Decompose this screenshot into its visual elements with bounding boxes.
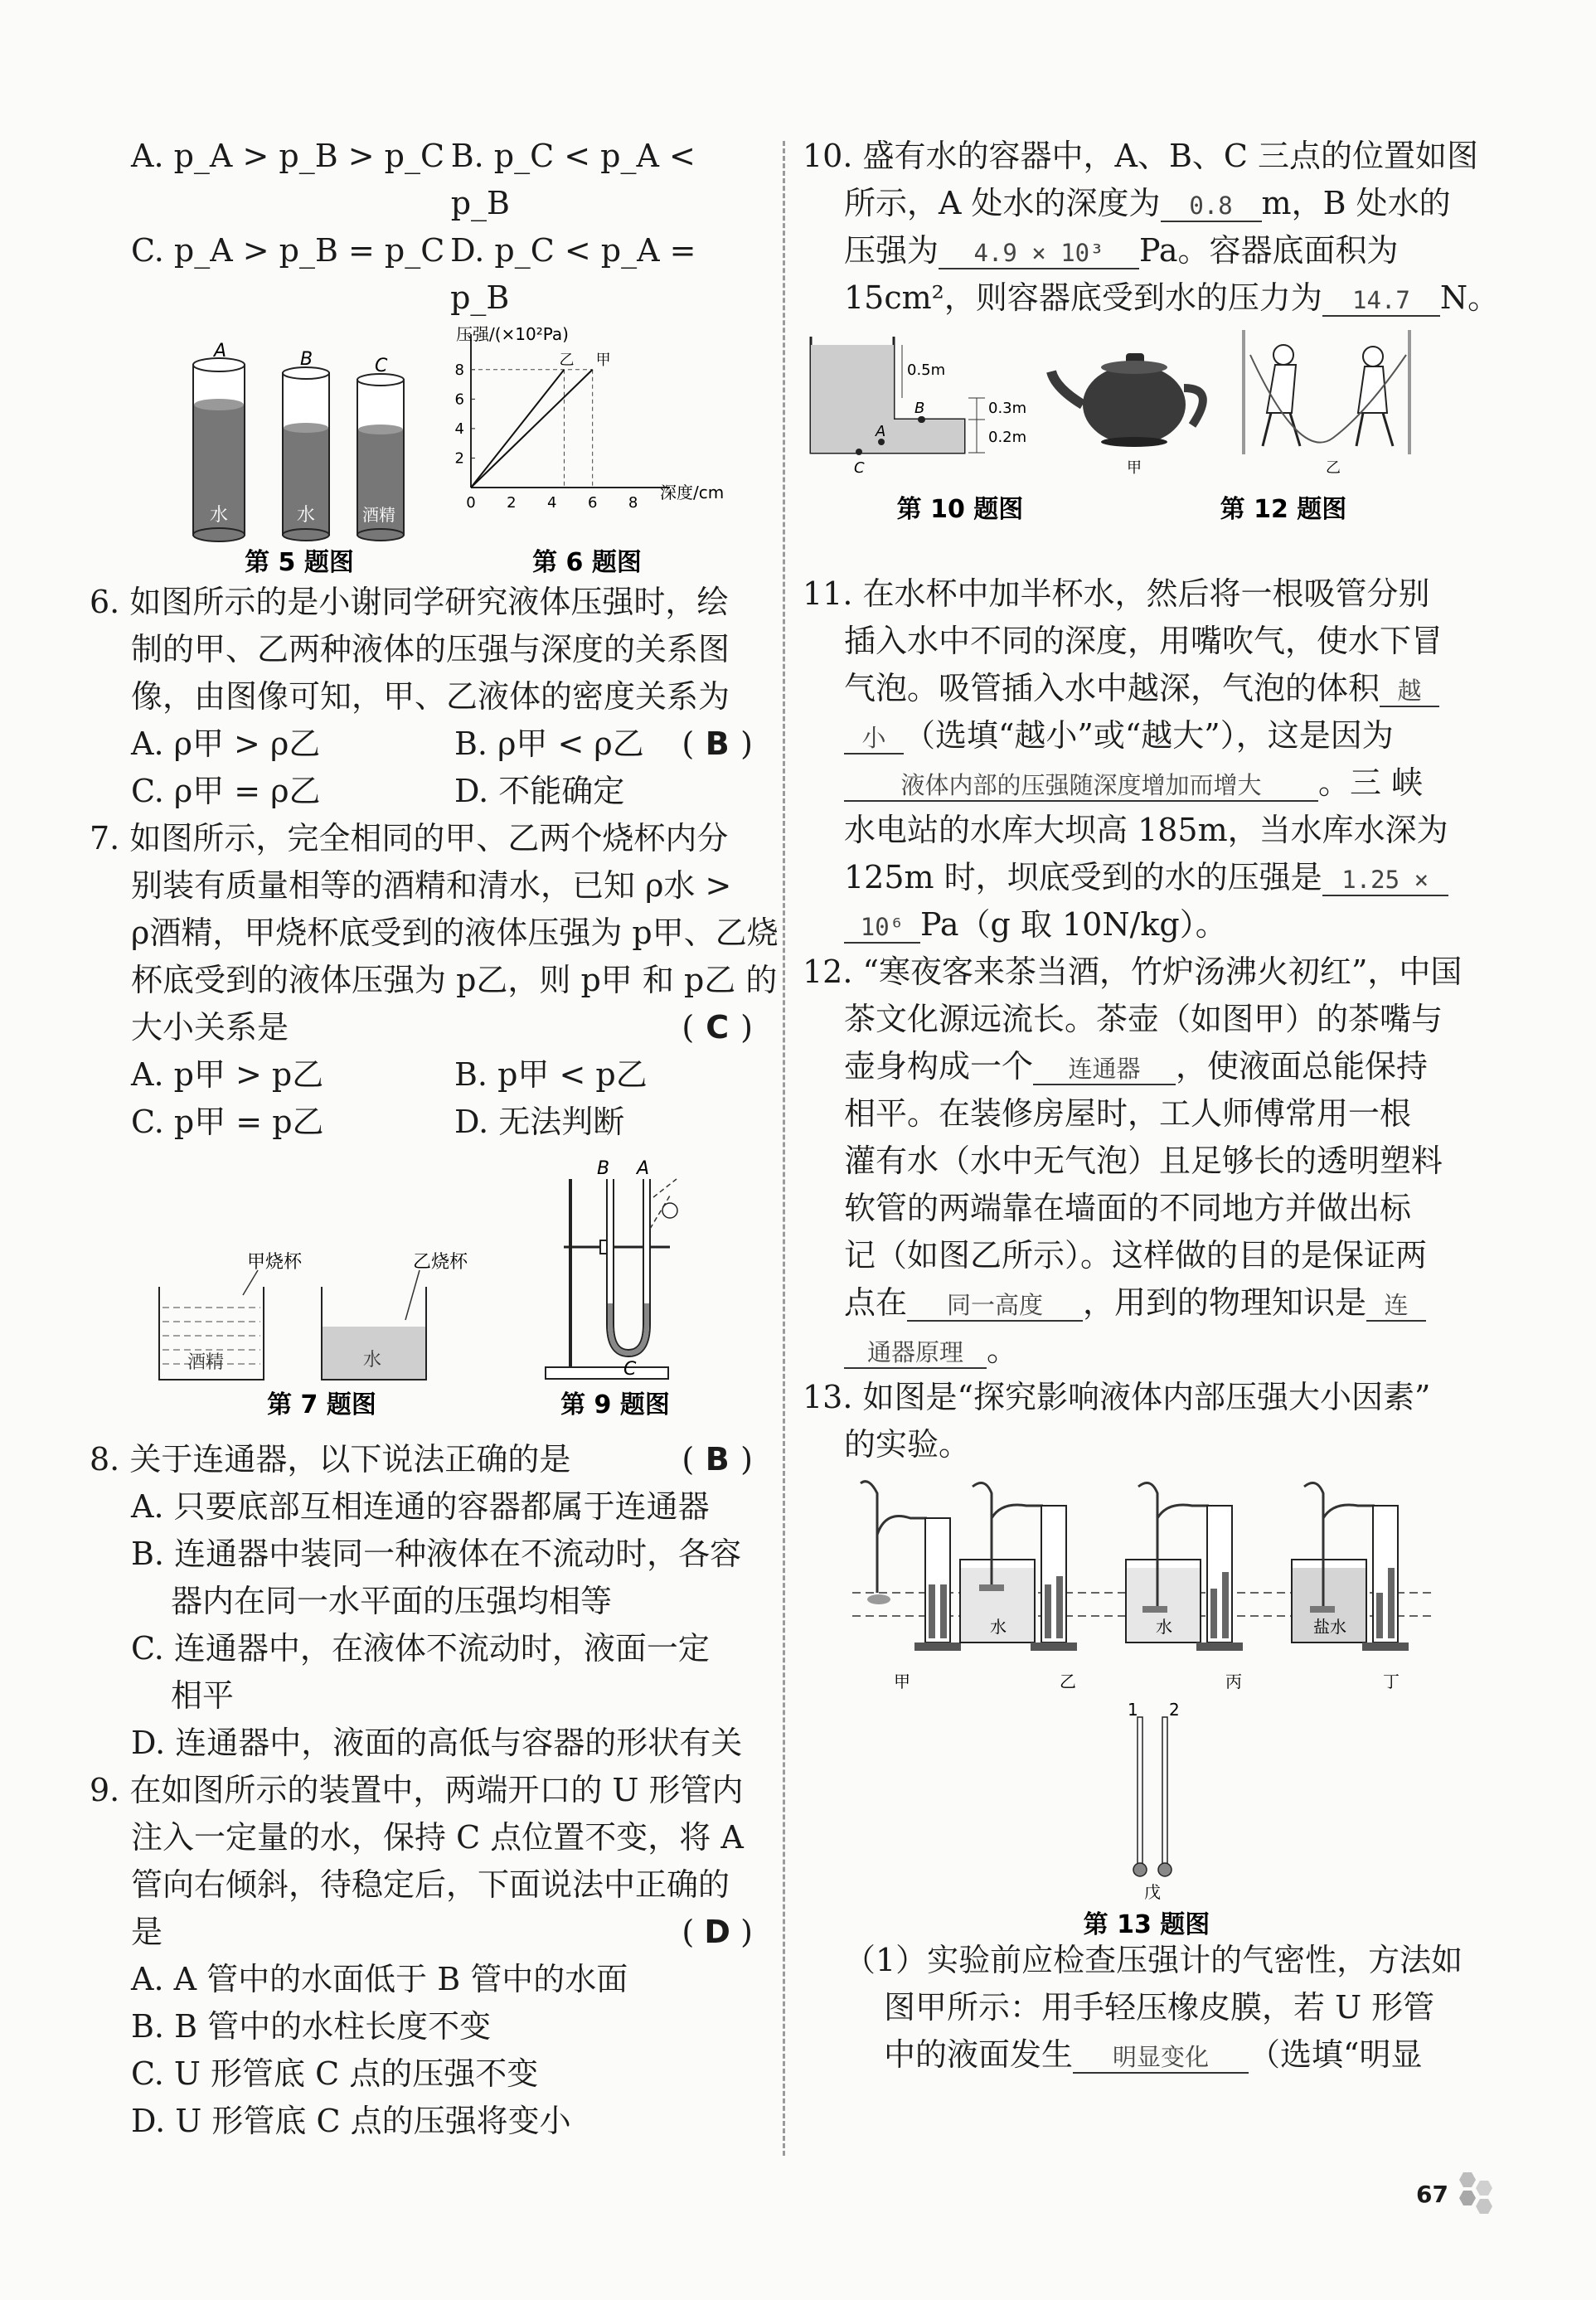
q12-line6: 软管的两端靠在墙面的不同地方并做出标 <box>844 1190 1412 1226</box>
q5-q6-figures <box>90 322 761 579</box>
q7-caption: 第 7 题图 <box>267 1390 376 1419</box>
q7-answer: ( C ) <box>682 1004 753 1051</box>
panel-yi <box>960 1483 1077 1652</box>
q6-answer: ( B ) <box>682 721 753 768</box>
right-column <box>803 133 1500 2079</box>
q10-line4 <box>803 274 1500 322</box>
q12-l3b: ，使液面总能保持 <box>1176 1048 1429 1084</box>
q10-q12-figures <box>803 322 1476 570</box>
q10-l4a: 15cm²，则容器底受到水的压力为 <box>844 279 1322 316</box>
y-tick-label: 4 <box>454 420 464 438</box>
q5-caption: 第 5 题图 <box>245 548 354 577</box>
q13-panel-bing: 丙 <box>1225 1672 1242 1691</box>
q10-l3a: 压强为 <box>844 232 939 269</box>
q9-answer: ( D ) <box>682 1909 753 1956</box>
q11-fill1b: 小 <box>844 723 904 755</box>
q8-stem-line <box>90 1436 761 1483</box>
q6-options-row1 <box>90 721 682 768</box>
q11-l3a: 气泡。吸管插入水中越深，气泡的体积 <box>844 670 1380 706</box>
q11-line5 <box>803 759 1476 807</box>
q11-l8b: Pa（g 取 10N/kg）。 <box>920 906 1227 943</box>
q11-l4b: （选填“越小”或“越大”），这是因为 <box>904 717 1394 754</box>
q9-answer-value: D <box>704 1914 730 1950</box>
x-tick-label: 0 <box>466 494 476 512</box>
q7-line2: 别装有质量相等的酒精和清水，已知 ρ水 > <box>131 867 732 904</box>
q13-s3b: （选填“明显 <box>1249 2036 1423 2073</box>
q12-l8a: 点在 <box>844 1284 908 1321</box>
q10-l2b: m，B 处水的 <box>1261 185 1451 221</box>
q10-l3b: Pa。容器底面积为 <box>1139 232 1399 269</box>
y-tick-label: 6 <box>454 391 464 409</box>
series-line-jia <box>471 370 593 488</box>
series-label-yi: 乙 <box>559 351 575 369</box>
q11-line7 <box>803 854 1476 901</box>
liquid-label-b: 水 <box>297 505 316 526</box>
series-label-jia: 甲 <box>595 351 611 369</box>
x-tick-label: 4 <box>547 494 557 512</box>
q10-label-03m: 0.3m <box>988 400 1027 417</box>
q13-s3a: 中的液面发生 <box>884 2036 1074 2073</box>
q12-fill3b: 通器原理 <box>844 1337 987 1369</box>
q8-option-b1: B. 连通器中装同一种液体在不流动时，各容 <box>131 1536 742 1572</box>
q12-line4: 相平。在装修房屋时，工人师傅常用一根 <box>844 1095 1412 1132</box>
q10-label-05m: 0.5m <box>907 361 946 379</box>
q10-caption: 第 10 题图 <box>896 495 1024 524</box>
q11-line4 <box>803 712 1476 759</box>
chart-ylabel: 压强/(×10²Pa) <box>456 324 569 344</box>
q12-label-yi: 乙 <box>1326 459 1341 477</box>
q6-option-c: C. ρ甲 = ρ乙 <box>131 773 321 809</box>
q11-line2: 插入水中不同的深度，用嘴吹气，使水下冒 <box>844 623 1443 659</box>
q8-answer: ( B ) <box>682 1436 753 1483</box>
q13-tube-1: 1 <box>1128 1700 1138 1720</box>
q12-line5: 灌有水（水中无气泡）且足够长的透明塑料 <box>844 1143 1443 1179</box>
q5-option-c: C. p_A > p_B = p_C <box>131 232 445 269</box>
q6-pressure-chart <box>438 322 725 579</box>
workers-illustration <box>1242 330 1411 454</box>
panel-bing <box>1126 1483 1243 1652</box>
q10-label-c: C <box>854 459 865 477</box>
q9-last: 是 <box>131 1914 163 1950</box>
q5-option-b: B. p_C < p_A < p_B <box>450 138 696 221</box>
q5-option-a: A. p_A > p_B > p_C <box>131 138 445 174</box>
q7-q9-figures <box>90 1146 761 1436</box>
q9-label-c: C <box>623 1359 637 1380</box>
q6-line2: 制的甲、乙两种液体的压强与深度的关系图 <box>131 631 730 667</box>
q10-fill-force: 14.7 <box>1322 285 1440 317</box>
liquid-label-water: 水 <box>363 1350 382 1371</box>
q10-label-b: B <box>914 400 925 417</box>
page-number: 67 <box>1416 2181 1448 2208</box>
q7-option-c: C. p甲 = p乙 <box>131 1104 324 1140</box>
u-tube-stand <box>546 1179 677 1379</box>
q8-option-d: D. 连通器中，液面的高低与容器的形状有关 <box>131 1725 743 1761</box>
q12-l8b: ，用到的物理知识是 <box>1083 1284 1367 1321</box>
q10-container-figure <box>803 322 1476 570</box>
q10-l4b: N。 <box>1439 279 1500 316</box>
q10-l2a: 所示，A 处水的深度为 <box>844 185 1161 221</box>
q12-line9 <box>803 1327 1476 1374</box>
q13-caption: 第 13 题图 <box>1083 1910 1210 1939</box>
x-tick-label: 2 <box>507 494 517 512</box>
q9-option-a: A. A 管中的水面低于 B 管中的水面 <box>131 1961 628 1997</box>
q7-option-d: D. 无法判断 <box>454 1104 625 1140</box>
q7-line4: 杯底受到的液体压强为 p乙，则 p甲 和 p乙 的 <box>131 962 778 998</box>
q12-line8 <box>803 1279 1476 1327</box>
q12-line7: 记（如图乙所示）。这样做的目的是保证两 <box>844 1237 1428 1274</box>
q10-fill-depth: 0.8 <box>1161 191 1262 222</box>
y-tick-label: 2 <box>454 449 464 468</box>
q10-label-02m: 0.2m <box>988 429 1027 446</box>
panel-wu <box>1133 1717 1172 1876</box>
column-divider <box>783 141 785 2156</box>
q13-figure <box>803 1468 1476 1937</box>
q7-line1: 7. 如图所示，完全相同的甲、乙两个烧杯内分 <box>90 820 729 856</box>
cup-label-b: B <box>300 349 313 370</box>
q12-fill3a: 连 <box>1366 1290 1426 1322</box>
q12-fill2: 同一高度 <box>907 1290 1083 1322</box>
q13-tube-2: 2 <box>1169 1700 1180 1720</box>
q5-options-row1 <box>90 133 761 227</box>
q5-option-d: D. p_C < p_A = p_B <box>450 232 696 316</box>
q6-option-d: D. 不能确定 <box>454 773 625 809</box>
q7-answer-value: C <box>706 1009 730 1046</box>
q7-line5 <box>90 1004 761 1051</box>
q9-line2: 注入一定量的水，保持 C 点位置不变，将 A <box>131 1819 744 1856</box>
q10-line3 <box>803 227 1476 274</box>
q13-fill1: 明显变化 <box>1073 2042 1249 2074</box>
q9-option-c: C. U 形管底 C 点的压强不变 <box>131 2055 539 2092</box>
q10-fill-pressure: 4.9 × 10³ <box>939 238 1139 269</box>
q6-options-row2 <box>90 768 761 815</box>
stepped-container <box>811 337 985 455</box>
q7-option-b: B. p甲 < p乙 <box>454 1056 648 1093</box>
q7-line3: ρ酒精，甲烧杯底受到的液体压强为 p甲、乙烧 <box>131 915 779 951</box>
chart-series <box>471 352 611 488</box>
q11-line1: 11. 在水杯中加半杯水，然后将一根吸管分别 <box>803 575 1430 612</box>
q6-option-b: B. ρ甲 < ρ乙 <box>454 725 644 762</box>
series-line-yi <box>471 370 564 488</box>
q8-stem: 8. 关于连通器，以下说法正确的是 <box>90 1441 571 1478</box>
panel-ding <box>1292 1483 1409 1652</box>
q13-line1: 13. 如图是“探究影响液体内部压强大小因素” <box>803 1379 1431 1415</box>
q11-line8 <box>803 901 1476 949</box>
q13-panel-jia: 甲 <box>894 1672 910 1691</box>
chart-ticks <box>455 361 638 512</box>
cup-label-c: C <box>375 356 388 376</box>
liquid-label-c: 酒精 <box>362 505 395 525</box>
x-tick-label: 8 <box>628 494 638 512</box>
q12-line1: 12. “寒夜客来茶当酒，竹炉汤沸火初红”，中国 <box>803 953 1463 990</box>
liquid-label-a: 水 <box>210 505 229 526</box>
q6-caption: 第 6 题图 <box>532 548 642 577</box>
q11-line6: 水电站的水库大坝高 185m，当水库水深为 <box>844 812 1448 848</box>
q9-option-d: D. U 形管底 C 点的压强将变小 <box>131 2103 571 2139</box>
q8-option-b2: 器内在同一水平面的压强均相等 <box>171 1583 613 1619</box>
q13-panel-wu: 戊 <box>1144 1882 1161 1902</box>
teapot-illustration <box>1051 353 1203 447</box>
q8-option-c1: C. 连通器中，在液体不流动时，液面一定 <box>131 1630 710 1667</box>
q13-panel-yi: 乙 <box>1060 1672 1076 1691</box>
q13-liquid-ding: 盐水 <box>1313 1617 1346 1637</box>
q7-options-row2 <box>90 1099 761 1146</box>
q6-answer-value: B <box>705 725 730 762</box>
q9-line1: 9. 在如图所示的装置中，两端开口的 U 形管内 <box>90 1772 744 1808</box>
q13-liquid-yi: 水 <box>990 1617 1007 1637</box>
q13-sub1-line3 <box>803 2031 1476 2079</box>
chart-xlabel: 深度/cm <box>660 483 725 502</box>
q7-options-row1 <box>90 1051 761 1099</box>
q7-beakers-figure <box>90 1146 761 1436</box>
q9-option-b: B. B 管中的水柱长度不变 <box>131 2008 492 2045</box>
panel-jia <box>861 1482 961 1651</box>
q6-line1: 6. 如图所示的是小谢同学研究液体压强时，绘 <box>90 584 729 620</box>
x-tick-label: 6 <box>587 494 598 512</box>
q10-line2 <box>803 180 1476 227</box>
q8-option-c2: 相平 <box>171 1677 235 1714</box>
q8-answer-value: B <box>705 1441 730 1478</box>
q13-sub1-line1: （1）实验前应检查压强计的气密性，方法如 <box>844 1942 1463 1978</box>
cup-label-a: A <box>214 341 227 361</box>
q12-line2: 茶文化源远流长。茶壶（如图甲）的茶嘴与 <box>844 1001 1443 1037</box>
q11-line3 <box>803 665 1476 712</box>
liquid-label-alcohol: 酒精 <box>187 1352 225 1373</box>
q12-fill1: 连通器 <box>1033 1054 1176 1085</box>
q13-line2: 的实验。 <box>844 1426 971 1463</box>
q9-label-a: A <box>637 1158 650 1179</box>
q5-options-row2 <box>90 227 761 322</box>
q6-option-a: A. ρ甲 > ρ乙 <box>131 725 321 762</box>
y-tick-label: 8 <box>454 361 464 379</box>
q9-line3: 管向右倾斜，待稳定后，下面说法中正确的 <box>131 1866 730 1903</box>
q11-l5b: 。三 峡 <box>1318 764 1424 801</box>
q11-fill2: 液体内部的压强随深度增加而增大 <box>844 770 1318 802</box>
q13-sub1-line2: 图甲所示：用手轻压橡皮膜，若 U 形管 <box>884 1989 1435 2026</box>
q9-caption: 第 9 题图 <box>560 1390 670 1419</box>
q8-option-a: A. 只要底部互相连通的容器都属于连通器 <box>131 1488 710 1525</box>
q12-label-jia: 甲 <box>1127 459 1142 477</box>
beaker-label-jia: 甲烧杯 <box>247 1252 303 1273</box>
q11-fill1a: 越 <box>1380 676 1439 707</box>
q7-line5-text: 大小关系是 <box>131 1009 289 1046</box>
q10-label-a: A <box>876 423 886 440</box>
hexagon-decoration-icon <box>1451 2168 1501 2218</box>
q12-caption: 第 12 题图 <box>1220 495 1347 524</box>
q11-fill3a: 1.25 × <box>1322 865 1448 896</box>
q9-label-b: B <box>597 1158 610 1179</box>
beaker-label-yi: 乙烧杯 <box>413 1252 468 1273</box>
q10-line1: 10. 盛有水的容器中，A、B、C 三点的位置如图 <box>803 138 1479 174</box>
q12-l9b: 。 <box>987 1332 1019 1368</box>
q11-fill3b: 10⁶ <box>844 912 920 944</box>
q13-panel-ding: 丁 <box>1383 1672 1400 1691</box>
q11-l7a: 125m 时，坝底受到的水的压强是 <box>844 859 1322 895</box>
q7-option-a: A. p甲 > p乙 <box>131 1056 324 1093</box>
q13-pressure-gauge-figure <box>803 1468 1476 1937</box>
left-column <box>90 133 779 2145</box>
q12-line3 <box>803 1043 1476 1090</box>
q9-line4 <box>90 1909 761 1956</box>
q6-line3: 像，由图像可知，甲、乙液体的密度关系为 <box>131 678 730 715</box>
q13-liquid-bing: 水 <box>1156 1617 1172 1637</box>
q12-l3a: 壶身构成一个 <box>844 1048 1034 1084</box>
